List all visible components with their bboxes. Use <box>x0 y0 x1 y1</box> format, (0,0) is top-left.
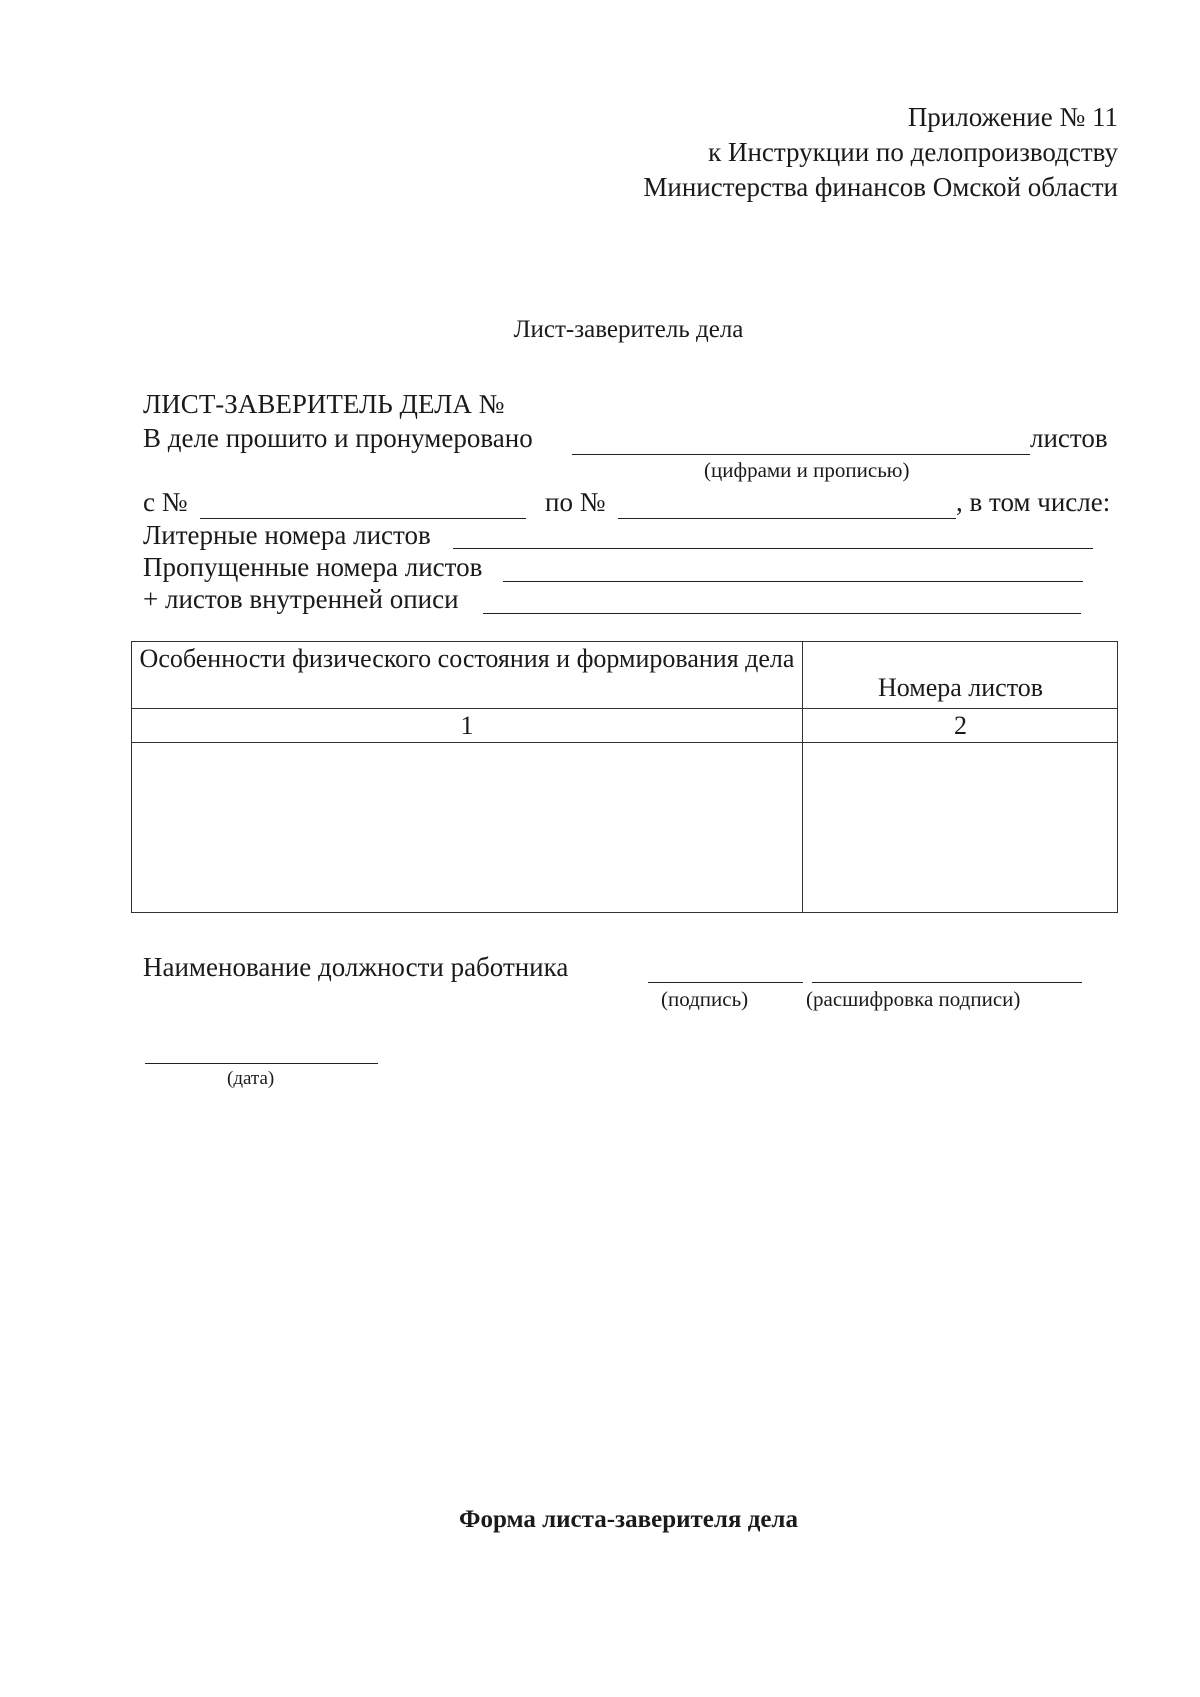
table-col1-header: Особенности физического состояния и формирования дела <box>139 644 795 673</box>
annex-header <box>643 100 1118 205</box>
table-col2-number: 2 <box>954 711 967 740</box>
document-title: Лист-заверитель дела <box>513 316 744 343</box>
table-sheet-numbers-cell[interactable] <box>804 743 1117 911</box>
date-hint: (дата) <box>227 1068 275 1089</box>
inventory-sheets-label: + листов внутренней описи <box>143 584 459 614</box>
including-label: , в том числе: <box>956 487 1111 517</box>
from-number-field[interactable] <box>200 518 526 519</box>
position-label: Наименование должности работника <box>143 952 569 982</box>
letter-numbers-field[interactable] <box>453 548 1093 549</box>
sheets-word: листов <box>1030 423 1108 453</box>
table-col2-header: Номера листов <box>877 673 1044 702</box>
signature-decode-hint: (расшифровка подписи) <box>806 987 1021 1011</box>
signature-decode-field[interactable] <box>812 982 1082 983</box>
missing-numbers-field[interactable] <box>503 581 1083 582</box>
letter-numbers-label: Литерные номера листов <box>143 520 431 550</box>
footer-title: Форма листа-заверителя дела <box>459 1506 798 1533</box>
missing-numbers-label: Пропущенные номера листов <box>143 552 483 582</box>
annex-instruction: к Инструкции по делопроизводству <box>708 137 1118 167</box>
table-col1-number: 1 <box>460 711 474 740</box>
sewn-label: В деле прошито и пронумеровано <box>143 423 533 453</box>
form-heading: ЛИСТ-ЗАВЕРИТЕЛЬ ДЕЛА № <box>143 389 505 419</box>
to-label: по № <box>545 487 606 517</box>
condition-table <box>131 641 1118 913</box>
inventory-sheets-field[interactable] <box>483 613 1081 614</box>
annex-number: Приложение № 11 <box>907 102 1118 132</box>
signature-hint: (подпись) <box>661 987 749 1011</box>
from-label: с № <box>143 487 188 517</box>
to-number-field[interactable] <box>618 518 956 519</box>
signature-field[interactable] <box>648 982 803 983</box>
annex-ministry: Министерства финансов Омской области <box>643 172 1118 202</box>
sewn-hint: (цифрами и прописью) <box>704 458 910 482</box>
date-field[interactable] <box>145 1063 378 1064</box>
table-condition-cell[interactable] <box>133 743 801 911</box>
sewn-count-field[interactable] <box>572 454 1030 455</box>
